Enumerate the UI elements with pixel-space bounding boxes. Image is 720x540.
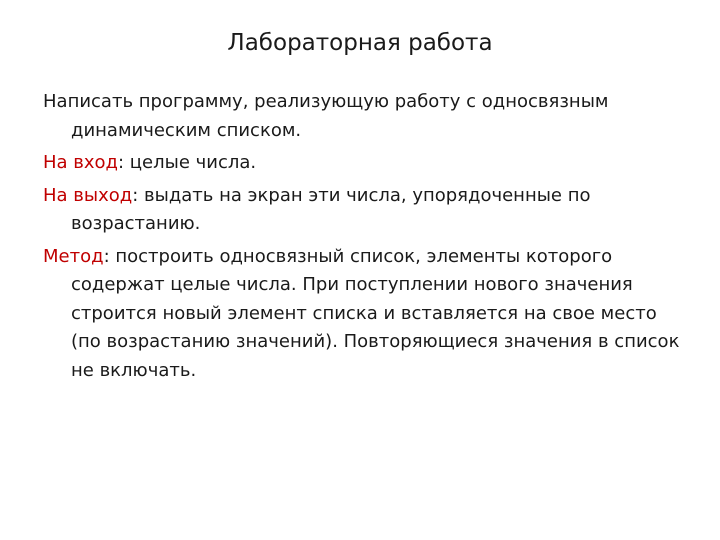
method-text: : построить односвязный список, элементы которого содержат целые числа. При поступлении нового значения строится новый элемент списка и вставляется на свое место (по возрастанию значений). Повторяющиеся значения в список не включать. (71, 245, 680, 381)
output-text: : выдать на экран эти числа, упорядоченные по возрастанию. (71, 184, 591, 234)
task-description-text: Написать программу, реализующую работу с односвязным динамическим списком. (43, 91, 609, 141)
input-paragraph (43, 149, 683, 178)
slide-title: Лабораторная работа (227, 30, 493, 56)
method-label: Метод (43, 245, 104, 267)
task-description-paragraph (43, 88, 683, 145)
method-paragraph (43, 243, 683, 386)
input-text: : целые числа. (118, 152, 257, 173)
output-paragraph (43, 182, 683, 239)
input-label: На вход (43, 152, 119, 173)
slide-content (43, 88, 683, 389)
output-label: На выход (43, 184, 133, 206)
